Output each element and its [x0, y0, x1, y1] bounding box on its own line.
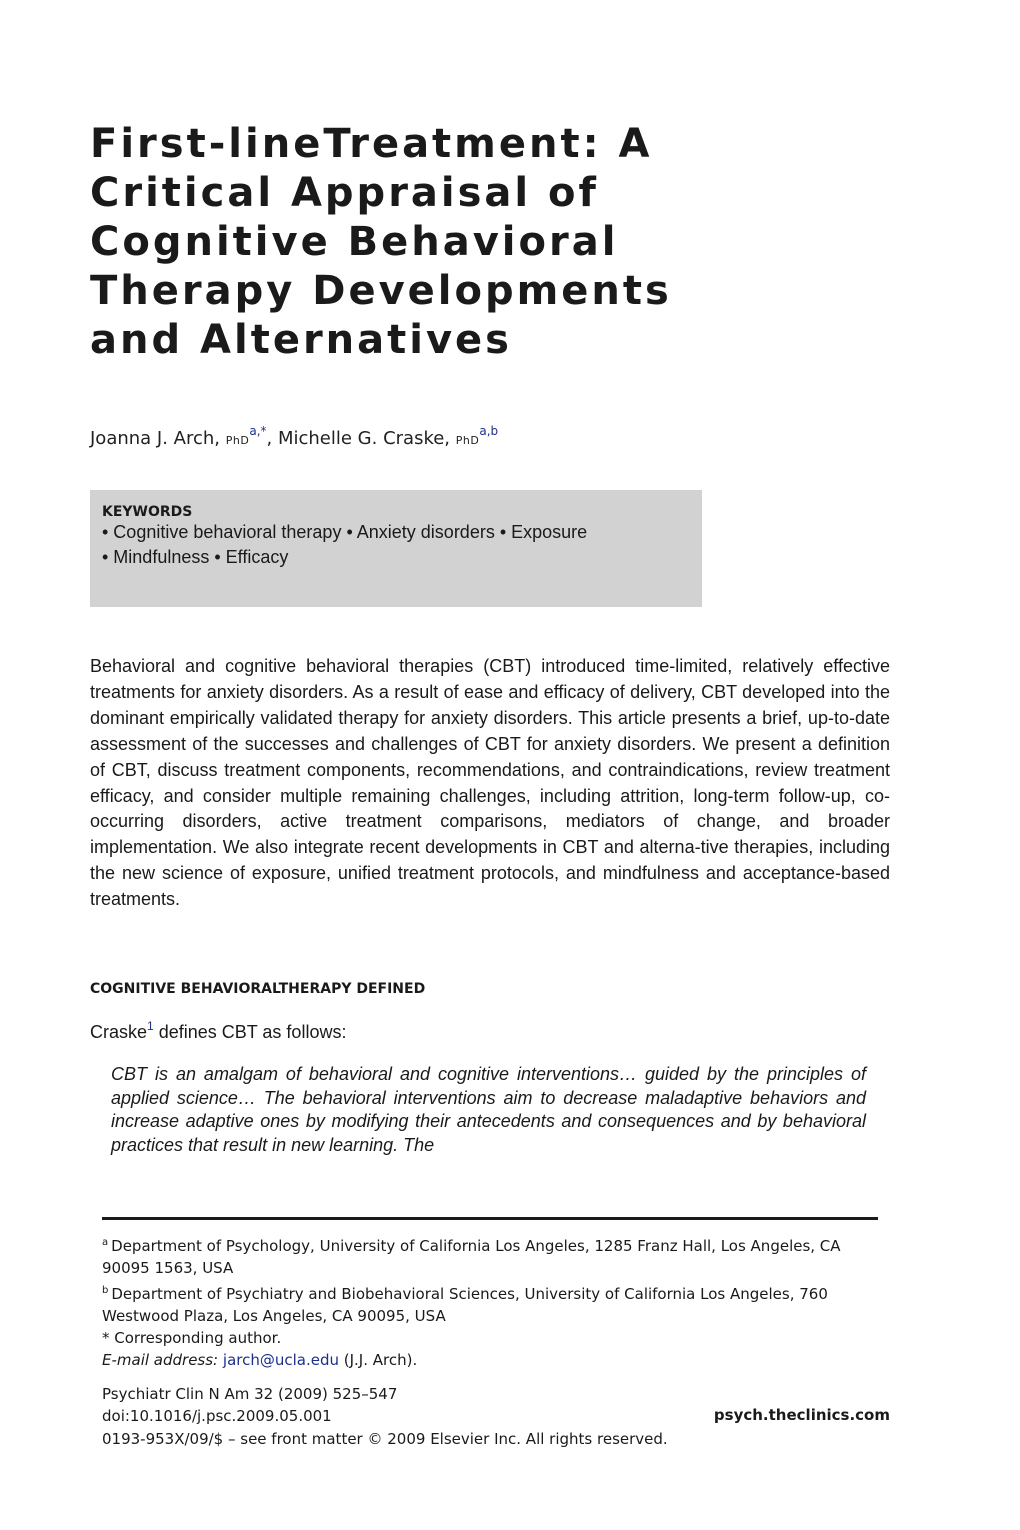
body-text: defines CBT as follows:	[153, 1022, 347, 1042]
title-line: Critical Appraisal of	[90, 170, 599, 216]
footnote-divider	[102, 1217, 878, 1220]
publication-info	[102, 1383, 668, 1450]
keyword: • Exposure	[494, 522, 588, 542]
doi: doi:10.1016/j.psc.2009.05.001	[102, 1407, 332, 1426]
keyword: • Anxiety disorders	[341, 522, 495, 542]
keywords-heading: KEYWORDS	[102, 504, 193, 520]
footnote-text: Department of Psychiatry and Biobehavioral Sciences, University of California Los Angeles, 760 Westwood Plaza, Los Angeles, CA 90095, USA	[102, 1284, 828, 1325]
copyright: 0193-953X/09/$ – see front matter © 2009 Elsevier Inc. All rights reserved.	[102, 1429, 668, 1448]
block-quote: CBT is an amalgam of behavioral and cognitive interventions… guided by the principles of applied science… The behavioral interventions aim to decrease maladaptive behaviors and increase adaptive ones by modifying their antecedents and consequences and by behavioral practices that result in new learning. The	[111, 1064, 866, 1156]
author-degree: PhD	[455, 434, 480, 447]
journal-url-link[interactable]: psych.theclinics.com	[713, 1406, 890, 1424]
body-paragraph	[90, 1019, 346, 1043]
author-separator: ,	[266, 428, 278, 449]
footnote-email	[102, 1349, 882, 1371]
title-line: First-lineTreatment: A	[90, 121, 653, 167]
footnote-marker: a	[102, 1237, 109, 1248]
footnote-marker: b	[102, 1284, 109, 1296]
author-name: Joanna J. Arch,	[90, 428, 221, 449]
keywords-line	[102, 520, 690, 545]
email-suffix: (J.J. Arch).	[339, 1351, 418, 1370]
footnote-corresponding: * Corresponding author.	[102, 1329, 282, 1348]
section-heading: COGNITIVE BEHAVIORALTHERAPY DEFINED	[90, 981, 426, 997]
title-line: Therapy Developments	[90, 268, 672, 314]
affiliation-link[interactable]: a,*	[249, 424, 267, 438]
footnote-affiliation-b	[102, 1280, 882, 1328]
author-name: Michelle G. Craske,	[277, 428, 451, 449]
keyword: • Mindfulness	[102, 547, 210, 567]
author-degree: PhD	[225, 434, 250, 447]
keyword: • Cognitive behavioral therapy	[102, 522, 342, 542]
title-line: Cognitive Behavioral	[90, 219, 619, 265]
email-link[interactable]: jarch@ucla.edu	[222, 1351, 339, 1370]
footnote-text: Department of Psychology, University of California Los Angeles, 1285 Franz Hall, Los Angeles, CA 90095 1563, USA	[102, 1237, 841, 1278]
reference-link[interactable]: 1	[147, 1019, 154, 1033]
cited-author: Craske	[90, 1022, 148, 1042]
email-label: E-mail address:	[102, 1351, 219, 1370]
affiliation-link[interactable]: a,b	[479, 424, 499, 438]
abstract-paragraph: Behavioral and cognitive behavioral therapies (CBT) introduced time-limited, relatively effective treatments for anxiety disorders. As a result of ease and efficacy of delivery, CBT developed into the dominant empirically validated therapy for anxiety disorders. This article presents a brief, up-to-date assessment of the successes and challenges of CBT for anxiety disorders. We present a definition of CBT, discuss treatment components, recommendations, and contraindications, review treatment efficacy, and consider multiple remaining challenges, including attrition, long-term follow-up, co-occurring disorders, active treatment comparisons, mediators of change, and broader implementation. We also integrate recent developments in CBT and alterna-tive therapies, including the new science of exposure, unified treatment protocols, and mindfulness and acceptance-based treatments.	[90, 656, 890, 910]
author-list	[90, 424, 498, 449]
keywords-line	[102, 545, 690, 570]
citation: Psychiatr Clin N Am 32 (2009) 525–547	[102, 1385, 398, 1403]
keywords-box	[90, 490, 702, 607]
title-line: and Alternatives	[90, 317, 512, 363]
keyword: • Efficacy	[209, 547, 289, 567]
footnote-affiliation-a	[102, 1232, 882, 1280]
article-title	[90, 120, 790, 365]
footnotes	[102, 1232, 882, 1372]
